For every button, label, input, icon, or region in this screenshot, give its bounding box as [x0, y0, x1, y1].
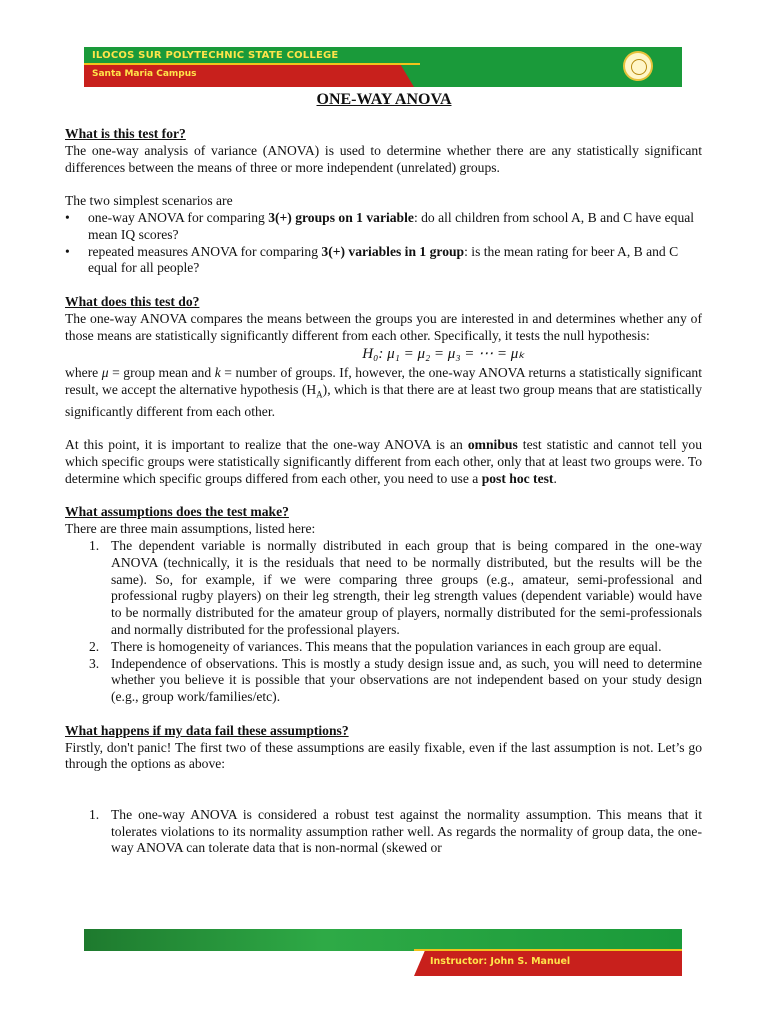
college-seal-icon	[623, 51, 653, 81]
paragraph: There are three main assumptions, listed here:	[65, 521, 316, 537]
list-item: • one-way ANOVA for comparing 3(+) groups on 1 variable: do all children from school A, B and C have equal mean IQ scores?	[88, 210, 702, 244]
section-heading-failures: What happens if my data fail these assumptions?	[65, 722, 349, 738]
paragraph: At this point, it is important to realize that the one-way ANOVA is an omnibus test statistic and cannot tell you which specific groups were statistically significantly different from each other, only that at least two groups were. To determine which specific groups differed from each other, you need to use a post hoc test.	[65, 437, 702, 486]
section-heading-function: What does this test do?	[65, 293, 200, 309]
paragraph: The one-way analysis of variance (ANOVA) is used to determine whether there are any statistically significant differences between the means of three or more independent (unrelated) groups.	[65, 142, 702, 175]
paragraph: Firstly, don't panic! The first two of these assumptions are easily fixable, even if the last assumption is not. Let’s go through the options as above:	[65, 739, 702, 772]
scenario-list	[65, 210, 702, 277]
section-heading-purpose: What is this test for?	[65, 126, 186, 141]
list-item: 2. There is homogeneity of variances. This means that the population variances in each group are equal.	[89, 638, 662, 654]
list-item: 1. The dependent variable is normally distributed in each group that is being compared in the one-way ANOVA (technically, it is the residuals that need to be normally distributed, but the results will be the same). So, for example, if we were comparing three groups (e.g., amateur, semi-professional and professional rugby players) on their leg strength, their leg strength values (dependent variable) would have to be normally distributed for the amateur group of players, normally distributed for the semi-professionals and normally distributed for the professional players.	[89, 538, 702, 638]
section-heading-assumptions: What assumptions does the test make?	[65, 504, 289, 520]
footer-green-band	[84, 929, 682, 951]
page-footer	[84, 929, 682, 976]
list-item: 1. The one-way ANOVA is considered a robust test against the normality assumption. This means that it tolerates violations to its normality assumption rather well. As regards the normality of group data, the one-way ANOVA can tolerate data that is non-normal (skewed or	[89, 806, 702, 856]
document-body	[65, 126, 702, 857]
campus-name: Santa Maria Campus	[92, 69, 197, 79]
paragraph: The one-way ANOVA compares the means between the groups you are interested in and determines whether any of those means are statistically significantly different from each other. Specifically, it tests the null hypothesis:	[65, 310, 702, 343]
null-hypothesis-equation: H₀: μ₁ = μ₂ = μ₃ = ⋯ = μₖ	[362, 346, 525, 363]
paragraph: where μ = group mean and k = number of groups. If, however, the one-way ANOVA returns a statistically significant result, we accept the alternative hypothesis $(H_A)$, which is that there are at least two group means that are statistically significantly different from each other.	[65, 365, 702, 419]
list-item: • repeated measures ANOVA for comparing 3(+) variables in 1 group: is the mean rating for beer A, B and C equal for all people?	[88, 244, 702, 278]
header-yellow-stripe	[84, 63, 420, 65]
options-list	[65, 807, 702, 857]
assumption-list	[65, 538, 702, 706]
document-title: ONE-WAY ANOVA	[316, 91, 452, 108]
paragraph: The two simplest scenarios are	[65, 193, 233, 209]
list-item: 3. Independence of observations. This is mostly a study design issue and, as such, you will need to determine whether you believe it is possible that your observations are not independent based on your study design (e.g., group work/families/etc).	[89, 655, 702, 705]
instructor-name: Instructor: John S. Manuel	[430, 956, 571, 967]
college-name: ILOCOS SUR POLYTECHNIC STATE COLLEGE	[92, 50, 339, 61]
footer-yellow-stripe	[414, 949, 682, 951]
page-header	[84, 47, 682, 87]
